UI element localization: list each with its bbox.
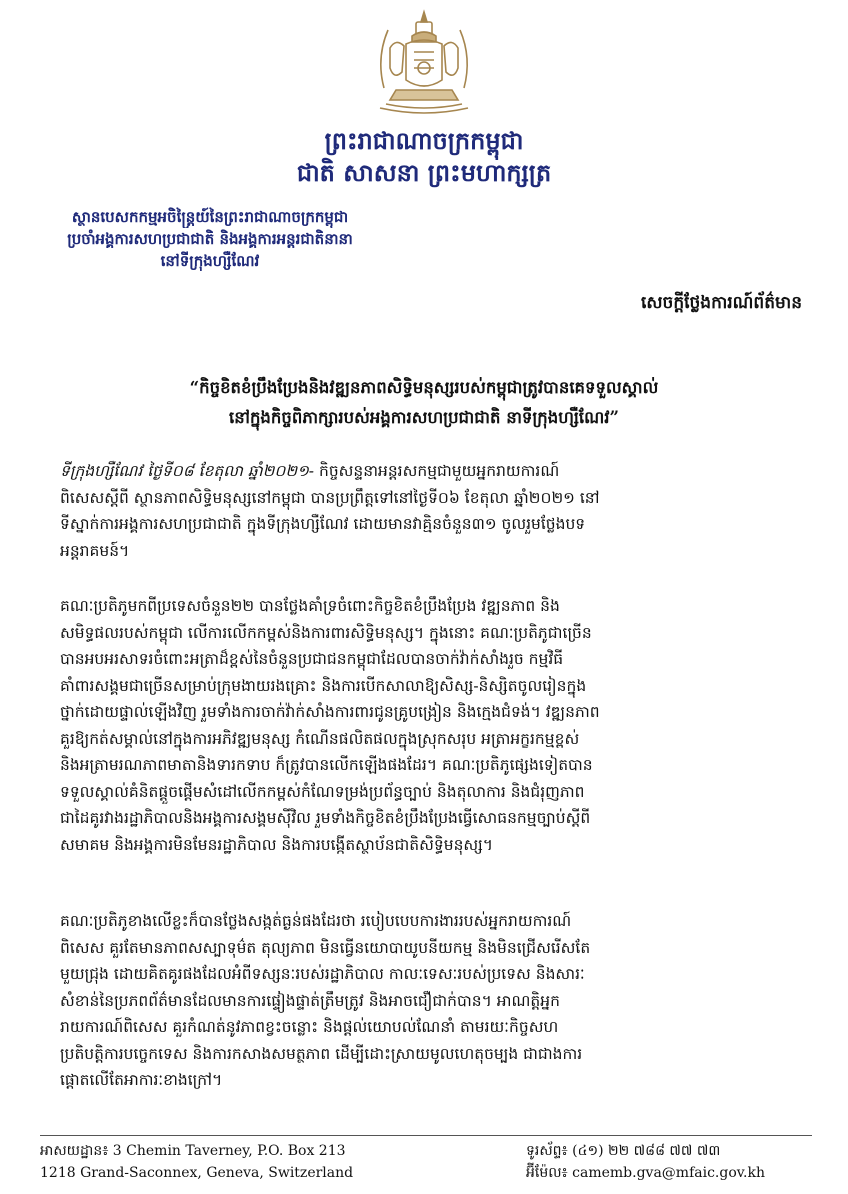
paragraph-2-line: គណៈប្រតិភូមកពីប្រទេសចំនួន២២ បានថ្លែងគាំទ្រចំពោះកិច្ចខិតខំប្រឹងប្រែង វឌ្ឍនភាព និង [60, 597, 560, 615]
mission-name [40, 206, 380, 272]
paragraph-1-line-1-text: កិច្ចសន្ទនាអន្តរសកម្មជាមួយអ្នករាយការណ៍ [314, 462, 560, 480]
paragraph-2-line: ទទួលស្គាល់គំនិតផ្តួចផ្តើមសំដៅលើកកម្ពស់កំណែទម្រង់ប្រព័ន្ធច្បាប់ និងតុលាការ និងជំរុញភាព [60, 782, 585, 801]
mission-line-2: ប្រចាំអង្គការសហប្រជាជាតិ និងអង្គការអន្តរជាតិនានា [67, 230, 353, 248]
paragraph-1-line: ពិសេសស្តីពី ស្ថានភាពសិទ្ធិមនុស្សនៅកម្ពុជា បានប្រព្រឹត្តទៅនៅថ្ងៃទី០៦ ខែតុលា ឆ្នាំ២០២១ នៅ [60, 488, 600, 507]
footer-divider [40, 1135, 812, 1136]
paragraph-3-line: ផ្តោតលើតែអាការៈខាងក្រៅ។ [60, 1071, 223, 1089]
headline-line-1: “កិច្ចខិតខំប្រឹងប្រែងនិងវឌ្ឍនភាពសិទ្ធិមនុស្សរបស់កម្ពុជាត្រូវបានគេទទួលស្គាល់ [189, 378, 659, 397]
paragraph-2-line: ជាដៃគូរវាងរដ្ឋាភិបាលនិងអង្គការសង្គមស៊ីវិល រួមទាំងកិច្ចខិតខំប្រឹងប្រែងធ្វើសោធនកម្មច្បាប់ស្តីពី [60, 809, 591, 827]
paragraph-2-line: សមាគម និងអង្គការមិនមែនរដ្ឋាភិបាល និងការបង្កើតស្ថាប័នជាតិសិទ្ធិមនុស្ស។ [60, 835, 494, 854]
paragraph-2-line: ថ្នាក់ដោយផ្ទាល់ឡើងវិញ រួមទាំងការចាក់វ៉ាក់សាំងការពារជូនគ្រូបង្រៀន និងក្មេងជំទង់។ វឌ្ឍនភាព [60, 703, 600, 721]
national-motto: ជាតិ សាសនា ព្រះមហាក្សត្រ [296, 158, 552, 187]
address-line-1: អាសយដ្ឋាន៖ 3 Chemin Taverney, P.O. Box 213 [40, 1143, 346, 1159]
paragraph-3-line: សំខាន់នៃប្រភពព័ត៌មានដែលមានការផ្ទៀងផ្ទាត់ត្រឹមត្រូវ និងអាចជឿជាក់បាន។ អាណត្តិអ្នក [60, 991, 560, 1010]
email-address: អ៊ីម៉ែល៖ camemb.gva@mfaic.gov.kh [526, 1165, 765, 1181]
document-type-label: សេចក្តីថ្លែងការណ៍ព័ត៌មាន [640, 293, 802, 313]
paragraph-3-line: ប្រតិបត្តិការបច្ចេកទេស និងការកសាងសមត្ថភាព ដើម្បីដោះស្រាយមូលហេតុចម្បង ជាជាងការ [60, 1044, 583, 1063]
footer-contact [526, 1140, 765, 1184]
paragraph-2-line: បានអបអរសាទរចំពោះអត្រាដ៏ខ្ពស់នៃចំនួនប្រជាជនកម្ពុជាដែលបានចាក់វ៉ាក់សាំងរួច កម្មវិធី [60, 650, 564, 668]
royal-coat-of-arms-icon [366, 8, 482, 118]
paragraph-1-line [60, 458, 790, 485]
footer-address [40, 1140, 353, 1184]
headline-line-2: នៅក្នុងកិច្ចពិភាក្សារបស់អង្គការសហប្រជាជាតិ នាទីក្រុងហ្សឺណែវ” [229, 408, 619, 427]
address-line-2: 1218 Grand-Saconnex, Geneva, Switzerland [40, 1165, 354, 1181]
paragraph-3-line: ពិសេស គួរតែមានភាពសស្បាទុម៌ត តុល្យភាព មិនធ្វើនយោបាយូបនីយកម្ម និងមិនជ្រើសរើសតែ [60, 938, 591, 957]
kingdom-title: ព្រះរាជាណាចក្រកម្ពុជា [324, 126, 524, 155]
dateline: ទីក្រុងហ្សឺណែវ ថ្ងៃទី០៨ ខែតុលា ឆ្នាំ២០២១- [60, 462, 315, 480]
mission-line-3: នៅទីក្រុងហ្សឺណែវ [160, 252, 260, 270]
paragraph-3-line: មួយជ្រុង ដោយគិតគូរផងដែលអំពីទស្សនៈរបស់រដ្ឋាភិបាល កាលៈទេសៈរបស់ប្រទេស និងសារៈ [60, 965, 585, 983]
paragraph-2 [60, 593, 790, 858]
paragraph-2-line: សមិទ្ធផលរបស់កម្ពុជា លើការលើកកម្ពស់និងការពារសិទ្ធិមនុស្ស។ ក្នុងនោះ គណៈប្រតិភូជាច្រើន [60, 623, 592, 642]
paragraph-2-line: គួរឱ្យកត់សម្គាល់នៅក្នុងការអភិវឌ្ឍមនុស្ស កំណើនផលិតផលក្នុងស្រុកសរុប អត្រាអក្ខរកម្មខ្ពស់ [60, 729, 580, 748]
paragraph-1 [60, 458, 790, 564]
paragraph-3-line: រាយការណ៍ពិសេស គួរកំណត់នូវភាពខ្វះចន្លោះ និងផ្តល់យោបល់ណែនាំ តាមរយៈកិច្ចសហ [60, 1018, 559, 1036]
paragraph-1-line: អន្តរាគមន៍។ [60, 541, 130, 560]
paragraph-3-line: គណៈប្រតិភូខាងលើខ្លះក៏បានថ្លែងសង្កត់ធ្ងន់ផងដែរថា របៀបបេបការងាររបស់អ្នករាយការណ៍ [60, 912, 572, 930]
paragraph-2-line: គាំពារសង្គមជាច្រើនសម្រាប់ក្រុមងាយរងគ្រោះ និងការបើកសាលាឱ្យសិស្ស-និស្សិតចូលរៀនក្នុង [60, 676, 587, 695]
paragraph-1-line: ទីស្នាក់ការអង្គការសហប្រជាជាតិ ក្នុងទីក្រុងហ្សឺណែវ ដោយមានវាគ្មិនចំនួន៣១ ចូលរួមថ្លែងបទ [60, 515, 586, 533]
paragraph-2-line: និងអត្រាមរណភាពមាតានិងទារកទាប ក៏ត្រូវបានលើកឡើងផងដែរ។ គណៈប្រតិភូផ្សេងទៀតបាន [60, 756, 593, 774]
phone-number: ទូរស័ព្ទ៖ (៤១) ២២ ៧៨៨ ៧៧ ៧៣ [526, 1143, 721, 1159]
paragraph-3 [60, 908, 790, 1094]
mission-line-1: ស្ថានបេសកកម្មអចិន្ត្រៃយ៍នៃព្រះរាជាណាចក្រកម្ពុជា [71, 208, 349, 226]
